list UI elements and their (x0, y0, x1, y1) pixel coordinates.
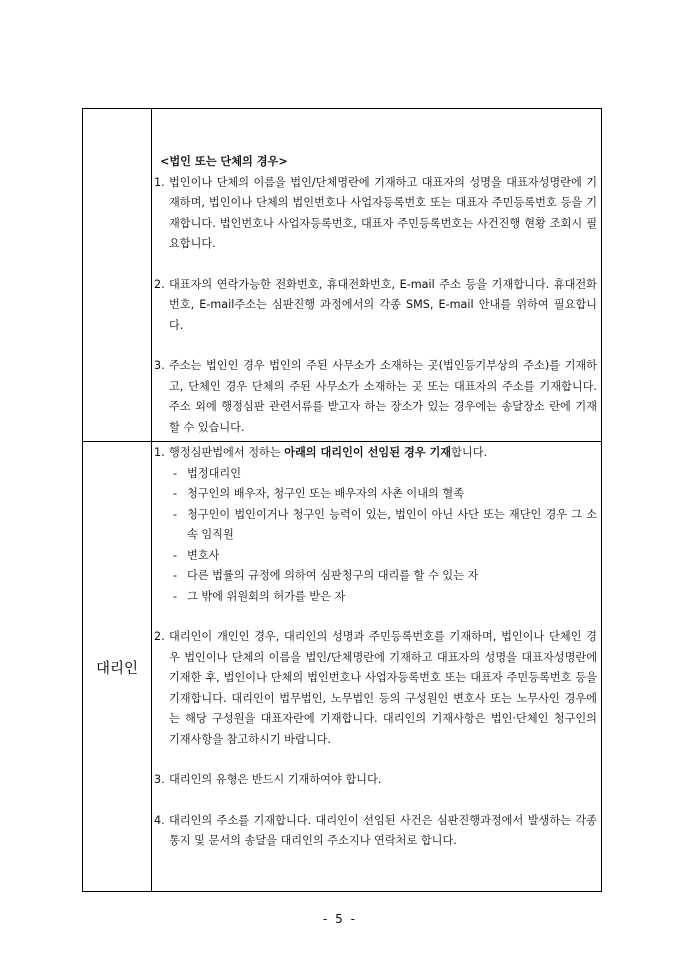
agent-sublist-item: - 다른 법률의 규정에 의하여 심판청구의 대리를 할 수 있는 자 (173, 569, 479, 582)
corp-section-title: <법인 또는 단체의 경우> (160, 155, 288, 168)
agent-label: 대리인 (95, 661, 139, 677)
agent-item-1-emphasis: 아래의 대리인이 선임된 경우 기재 (284, 446, 452, 459)
agent-item-4: 4. 대리인의 주소를 기재합니다. 대리인이 선임된 사건은 심판진행과정에서 발생하는 각종 통지 및 문서의 송달을 대리인의 주소지나 연락처로 합니다. (154, 813, 597, 847)
corp-section (151, 152, 601, 438)
agent-item-2: 2. 대리인이 개인인 경우, 대리인의 성명과 주민등록번호를 기재하며, 법인이나 단체인 경우 법인이나 단체의 이름을 법인/단체명란에 기재하고 대표자의 성명을 대표자성명란에 기재한 후, 법인이나 단체의 법인번호나 사업자등록번호 또는 대표자 주민등록번호 등을 기재합니다. 대리인이 법무법인, 노무법인 등의 구성원인 변호사 또는 노무사인 경우에는 해당 구성원을 대표자란에 기재합니다. 대리인의 기재사항은 법인·단체인 청구인의 기재사항을 참고하시기 바랍니다. (154, 630, 597, 746)
page-number: - 5 - (323, 912, 357, 926)
agent-section (151, 443, 601, 852)
corp-item-2: 2. 대표자의 연락가능한 전화번호, 휴대전화번호, E-mail 주소 등을 기재합니다. 휴대전화번호, E-mail주소는 심판진행 과정에서의 각종 SMS, E-mail 안내를 위하여 필요합니다. (154, 277, 597, 332)
agent-sublist-item: - 청구인의 배우자, 청구인 또는 배우자의 사촌 이내의 혈족 (173, 487, 465, 500)
agent-item-3: 3. 대리인의 유형은 반드시 기재하여야 합니다. (154, 773, 382, 786)
agent-sublist-item: - 법정대리인 (173, 466, 242, 480)
corp-item-1: 1. 법인이나 단체의 이름을 법인/단체명란에 기재하고 대표자의 성명을 대표자성명란에 기재하며, 법인이나 단체의 법인번호나 사업자등록번호 또는 대표자 주민등록번호 등을 기재합니다. 법인번호나 사업자등록번호, 대표자 주민등록번호는 사건진행 현황 조회시 필요합니다. (154, 175, 597, 250)
corp-item-3: 3. 주소는 법인인 경우 법인의 주된 사무소가 소재하는 곳(법인등기부상의 주소)를 기재하고, 단체인 경우 단체의 주된 사무소가 소재하는 곳 또는 대표자의 주소를 기재합니다. 주소 외에 행정심판 관련서류를 받고자 하는 장소가 있는 경우에는 송달장소 란에 기재할 수 있습니다. (154, 359, 597, 434)
agent-sublist-item: - 청구인이 법인이거나 청구인 능력이 있는, 법인이 아닌 사단 또는 재단인 경우 그 소속 임직원 (173, 507, 597, 541)
agent-item-1: 1. 행정심판법에서 정하는 아래의 대리인이 선임된 경우 기재합니다. (154, 446, 488, 459)
agent-sublist-item: - 그 밖에 위원회의 허가를 받은 자 (173, 589, 346, 603)
agent-sublist-item: - 변호사 (173, 548, 220, 562)
row-divider (83, 441, 601, 442)
instruction-table (82, 108, 602, 892)
